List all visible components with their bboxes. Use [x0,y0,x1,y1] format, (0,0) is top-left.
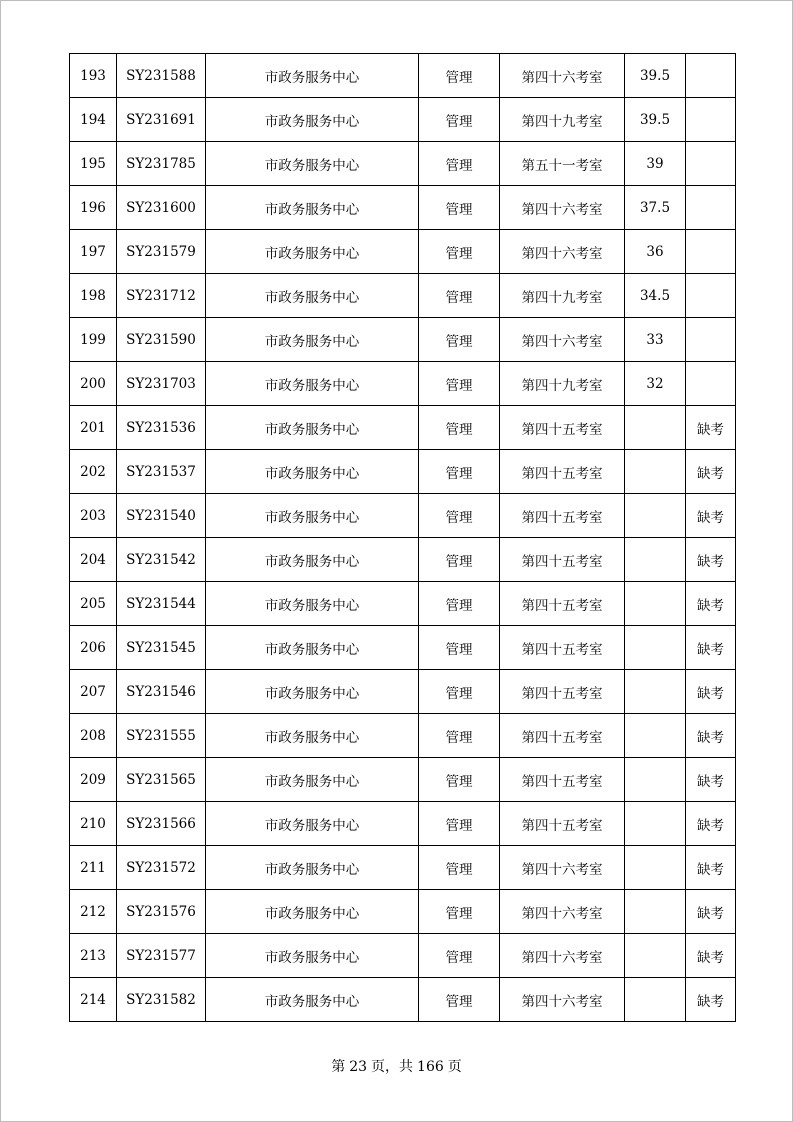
cell-score [625,934,686,978]
cell-remark: 缺考 [686,846,736,890]
cell-remark: 缺考 [686,450,736,494]
cell-score: 39 [625,142,686,186]
cell-remark: 缺考 [686,890,736,934]
cell-number: 209 [70,758,117,802]
cell-exam-room: 第四十六考室 [500,318,625,362]
cell-score: 33 [625,318,686,362]
cell-unit: 市政务服务中心 [206,406,419,450]
cell-exam-room: 第四十九考室 [500,274,625,318]
footer-current-page: 23 [349,1059,368,1075]
cell-remark [686,98,736,142]
cell-position: 管理 [419,318,500,362]
table-row [70,802,736,846]
cell-score [625,450,686,494]
cell-candidate-id: SY231537 [117,450,206,494]
cell-unit: 市政务服务中心 [206,758,419,802]
footer-suffix: 页 [447,1059,462,1075]
cell-remark [686,186,736,230]
table-row [70,406,736,450]
cell-unit: 市政务服务中心 [206,802,419,846]
table-row [70,98,736,142]
cell-position: 管理 [419,54,500,98]
cell-exam-room: 第四十五考室 [500,406,625,450]
table-row [70,318,736,362]
page-footer [0,1056,793,1076]
cell-position: 管理 [419,274,500,318]
cell-number: 208 [70,714,117,758]
cell-number: 199 [70,318,117,362]
cell-score: 34.5 [625,274,686,318]
cell-score [625,538,686,582]
table-row [70,362,736,406]
cell-position: 管理 [419,626,500,670]
cell-score: 36 [625,230,686,274]
cell-candidate-id: SY231712 [117,274,206,318]
cell-candidate-id: SY231590 [117,318,206,362]
cell-number: 210 [70,802,117,846]
cell-position: 管理 [419,186,500,230]
cell-exam-room: 第四十九考室 [500,98,625,142]
cell-unit: 市政务服务中心 [206,582,419,626]
cell-unit: 市政务服务中心 [206,186,419,230]
cell-score [625,670,686,714]
cell-remark [686,230,736,274]
cell-number: 214 [70,978,117,1022]
cell-number: 193 [70,54,117,98]
cell-score [625,714,686,758]
cell-exam-room: 第四十六考室 [500,978,625,1022]
cell-exam-room: 第四十五考室 [500,494,625,538]
cell-remark: 缺考 [686,670,736,714]
cell-score: 37.5 [625,186,686,230]
cell-unit: 市政务服务中心 [206,450,419,494]
cell-candidate-id: SY231555 [117,714,206,758]
cell-exam-room: 第四十五考室 [500,626,625,670]
cell-score: 39.5 [625,98,686,142]
results-table [69,53,736,1022]
cell-unit: 市政务服务中心 [206,934,419,978]
cell-position: 管理 [419,494,500,538]
cell-candidate-id: SY231582 [117,978,206,1022]
cell-position: 管理 [419,538,500,582]
cell-unit: 市政务服务中心 [206,714,419,758]
table-row [70,582,736,626]
cell-number: 197 [70,230,117,274]
cell-score [625,582,686,626]
cell-score [625,758,686,802]
cell-candidate-id: SY231565 [117,758,206,802]
cell-exam-room: 第四十九考室 [500,362,625,406]
cell-number: 204 [70,538,117,582]
cell-candidate-id: SY231576 [117,890,206,934]
cell-score: 32 [625,362,686,406]
cell-exam-room: 第四十六考室 [500,846,625,890]
cell-exam-room: 第四十六考室 [500,54,625,98]
table-row [70,142,736,186]
cell-number: 207 [70,670,117,714]
cell-remark: 缺考 [686,582,736,626]
cell-remark: 缺考 [686,714,736,758]
table-row [70,494,736,538]
cell-number: 206 [70,626,117,670]
cell-exam-room: 第四十五考室 [500,582,625,626]
cell-candidate-id: SY231566 [117,802,206,846]
cell-candidate-id: SY231536 [117,406,206,450]
cell-unit: 市政务服务中心 [206,318,419,362]
table-row [70,846,736,890]
cell-remark [686,318,736,362]
cell-score [625,626,686,670]
cell-position: 管理 [419,978,500,1022]
cell-number: 200 [70,362,117,406]
cell-number: 201 [70,406,117,450]
footer-middle: 页，共 [371,1059,414,1075]
cell-position: 管理 [419,450,500,494]
cell-position: 管理 [419,934,500,978]
table-row [70,54,736,98]
cell-score [625,978,686,1022]
cell-candidate-id: SY231703 [117,362,206,406]
results-table-body [70,54,736,1022]
cell-number: 203 [70,494,117,538]
cell-remark [686,274,736,318]
cell-number: 194 [70,98,117,142]
cell-remark: 缺考 [686,934,736,978]
table-row [70,934,736,978]
cell-candidate-id: SY231691 [117,98,206,142]
table-row [70,186,736,230]
cell-unit: 市政务服务中心 [206,98,419,142]
cell-number: 213 [70,934,117,978]
cell-exam-room: 第五十一考室 [500,142,625,186]
footer-prefix: 第 [331,1059,346,1075]
cell-exam-room: 第四十六考室 [500,934,625,978]
cell-score [625,846,686,890]
table-row [70,758,736,802]
table-row [70,978,736,1022]
cell-exam-room: 第四十五考室 [500,450,625,494]
cell-number: 198 [70,274,117,318]
table-row [70,714,736,758]
cell-candidate-id: SY231572 [117,846,206,890]
cell-position: 管理 [419,846,500,890]
cell-remark: 缺考 [686,758,736,802]
cell-unit: 市政务服务中心 [206,362,419,406]
cell-exam-room: 第四十六考室 [500,186,625,230]
cell-candidate-id: SY231577 [117,934,206,978]
cell-unit: 市政务服务中心 [206,142,419,186]
cell-position: 管理 [419,758,500,802]
cell-remark: 缺考 [686,538,736,582]
cell-unit: 市政务服务中心 [206,230,419,274]
cell-position: 管理 [419,406,500,450]
cell-candidate-id: SY231542 [117,538,206,582]
cell-number: 212 [70,890,117,934]
cell-candidate-id: SY231544 [117,582,206,626]
table-row [70,890,736,934]
cell-candidate-id: SY231545 [117,626,206,670]
cell-position: 管理 [419,890,500,934]
cell-score [625,406,686,450]
table-row [70,450,736,494]
cell-unit: 市政务服务中心 [206,890,419,934]
cell-position: 管理 [419,230,500,274]
cell-candidate-id: SY231579 [117,230,206,274]
cell-candidate-id: SY231785 [117,142,206,186]
cell-unit: 市政务服务中心 [206,538,419,582]
cell-candidate-id: SY231546 [117,670,206,714]
cell-remark: 缺考 [686,406,736,450]
table-row [70,626,736,670]
table-row [70,670,736,714]
table-row [70,230,736,274]
cell-position: 管理 [419,582,500,626]
cell-score [625,890,686,934]
cell-exam-room: 第四十五考室 [500,758,625,802]
cell-position: 管理 [419,802,500,846]
cell-unit: 市政务服务中心 [206,494,419,538]
cell-number: 202 [70,450,117,494]
table-row [70,538,736,582]
cell-number: 196 [70,186,117,230]
cell-position: 管理 [419,714,500,758]
cell-position: 管理 [419,362,500,406]
footer-total-pages: 166 [417,1059,444,1075]
cell-remark: 缺考 [686,494,736,538]
cell-exam-room: 第四十六考室 [500,230,625,274]
cell-exam-room: 第四十五考室 [500,670,625,714]
cell-score [625,802,686,846]
cell-exam-room: 第四十五考室 [500,538,625,582]
cell-unit: 市政务服务中心 [206,54,419,98]
cell-number: 195 [70,142,117,186]
cell-position: 管理 [419,98,500,142]
cell-remark [686,362,736,406]
cell-number: 205 [70,582,117,626]
cell-candidate-id: SY231600 [117,186,206,230]
cell-unit: 市政务服务中心 [206,274,419,318]
cell-position: 管理 [419,670,500,714]
cell-candidate-id: SY231588 [117,54,206,98]
cell-remark: 缺考 [686,802,736,846]
cell-unit: 市政务服务中心 [206,626,419,670]
cell-unit: 市政务服务中心 [206,846,419,890]
cell-position: 管理 [419,142,500,186]
cell-exam-room: 第四十五考室 [500,714,625,758]
cell-unit: 市政务服务中心 [206,670,419,714]
cell-candidate-id: SY231540 [117,494,206,538]
cell-remark: 缺考 [686,626,736,670]
cell-exam-room: 第四十六考室 [500,890,625,934]
cell-number: 211 [70,846,117,890]
cell-score: 39.5 [625,54,686,98]
cell-unit: 市政务服务中心 [206,978,419,1022]
cell-remark: 缺考 [686,978,736,1022]
table-row [70,274,736,318]
cell-remark [686,142,736,186]
cell-exam-room: 第四十五考室 [500,802,625,846]
cell-remark [686,54,736,98]
cell-score [625,494,686,538]
